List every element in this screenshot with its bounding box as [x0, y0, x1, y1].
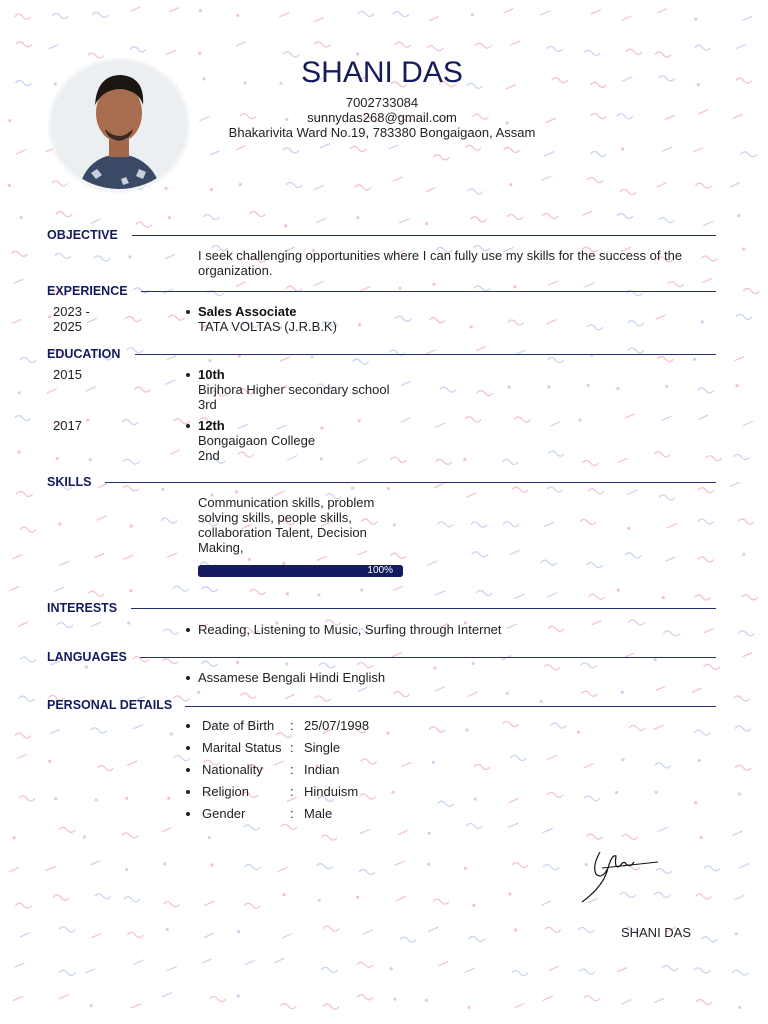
detail-colon: : — [290, 762, 294, 777]
email-address: sunnydas268@gmail.com — [307, 110, 457, 125]
contact-block — [200, 95, 564, 140]
section-experience — [47, 284, 128, 298]
bullet — [186, 746, 190, 750]
detail-label: Nationality — [202, 762, 263, 777]
bullet — [186, 790, 190, 794]
phone-number: 7002733084 — [345, 95, 419, 110]
detail-label: Religion — [202, 784, 249, 799]
job-role: Sales Associate — [198, 304, 297, 319]
education-entry — [198, 367, 389, 412]
objective-text — [198, 248, 682, 278]
experience-entry — [198, 304, 337, 334]
degree: 10th — [198, 367, 225, 382]
skills-line: collaboration Talent, Decision — [198, 525, 367, 540]
bullet — [186, 628, 190, 632]
section-title: OBJECTIVE — [47, 228, 118, 242]
detail-colon: : — [290, 784, 294, 799]
grade: 2nd — [198, 448, 220, 463]
bullet — [186, 812, 190, 816]
section-title: PERSONAL DETAILS — [47, 698, 173, 712]
languages-text: Assamese Bengali Hindi English — [198, 670, 386, 685]
education-entry — [198, 418, 315, 463]
section-divider — [140, 657, 716, 658]
person-avatar-icon — [51, 61, 187, 189]
skills-line: solving skills, people skills, — [198, 510, 352, 525]
section-skills — [47, 475, 91, 489]
skills-line: Making, — [198, 540, 244, 555]
experience-years — [53, 304, 90, 334]
section-divider — [141, 291, 716, 292]
detail-colon: : — [290, 718, 294, 733]
skill-level-label: 100% — [367, 565, 393, 576]
bullet — [186, 724, 190, 728]
header-name — [232, 56, 532, 90]
section-divider — [185, 706, 716, 707]
detail-value: Male — [304, 806, 333, 821]
education-year: 2015 — [53, 367, 82, 382]
year-start: 2023 - — [53, 304, 90, 319]
candidate-name: SHANI DAS — [301, 56, 463, 89]
skills-line: Communication skills, problem — [198, 495, 375, 510]
section-divider — [132, 235, 716, 236]
detail-label: Gender — [202, 806, 246, 821]
section-personal-details — [47, 698, 172, 712]
detail-colon: : — [290, 806, 294, 821]
detail-value: Indian — [304, 762, 340, 777]
home-address: Bhakarivita Ward No.19, 783380 Bongaigaon, Assam — [228, 125, 536, 140]
interests-text: Reading, Listening to Music, Surfing through Internet — [198, 622, 502, 637]
section-title: INTERESTS — [47, 601, 118, 615]
school-name: Bongaigaon College — [198, 433, 316, 448]
section-title: EDUCATION — [47, 347, 121, 361]
objective-line: I seek challenging opportunities where I can fully use my skills for the success of the — [198, 248, 683, 263]
school-name: Birjhora Higher secondary school — [198, 382, 390, 397]
grade: 3rd — [198, 397, 217, 412]
detail-value: Hinduism — [304, 784, 359, 799]
section-languages — [47, 650, 127, 664]
section-title: EXPERIENCE — [47, 284, 128, 298]
section-title: SKILLS — [47, 475, 92, 489]
detail-colon: : — [290, 740, 294, 755]
bullet — [186, 373, 190, 377]
skills-text — [198, 495, 374, 555]
bullet — [186, 768, 190, 772]
degree: 12th — [198, 418, 225, 433]
section-divider — [135, 354, 716, 355]
signature-name: SHANI DAS — [620, 925, 692, 940]
section-divider — [105, 482, 716, 483]
detail-label: Date of Birth — [202, 718, 275, 733]
section-divider — [131, 608, 716, 609]
bullet — [186, 310, 190, 314]
year-end: 2025 — [53, 319, 82, 334]
section-education — [47, 347, 120, 361]
bullet — [186, 676, 190, 680]
company-name: TATA VOLTAS (J.R.B.K) — [198, 319, 337, 334]
skill-level-bar — [198, 565, 403, 577]
section-objective — [47, 228, 118, 242]
objective-line: organization. — [198, 263, 273, 278]
section-title: LANGUAGES — [47, 650, 127, 664]
signature-icon — [578, 846, 660, 906]
bullet — [186, 424, 190, 428]
detail-value: Single — [304, 740, 341, 755]
section-interests — [47, 601, 117, 615]
detail-value: 25/07/1998 — [304, 718, 370, 733]
profile-photo — [51, 61, 187, 189]
education-year: 2017 — [53, 418, 82, 433]
detail-label: Marital Status — [202, 740, 282, 755]
